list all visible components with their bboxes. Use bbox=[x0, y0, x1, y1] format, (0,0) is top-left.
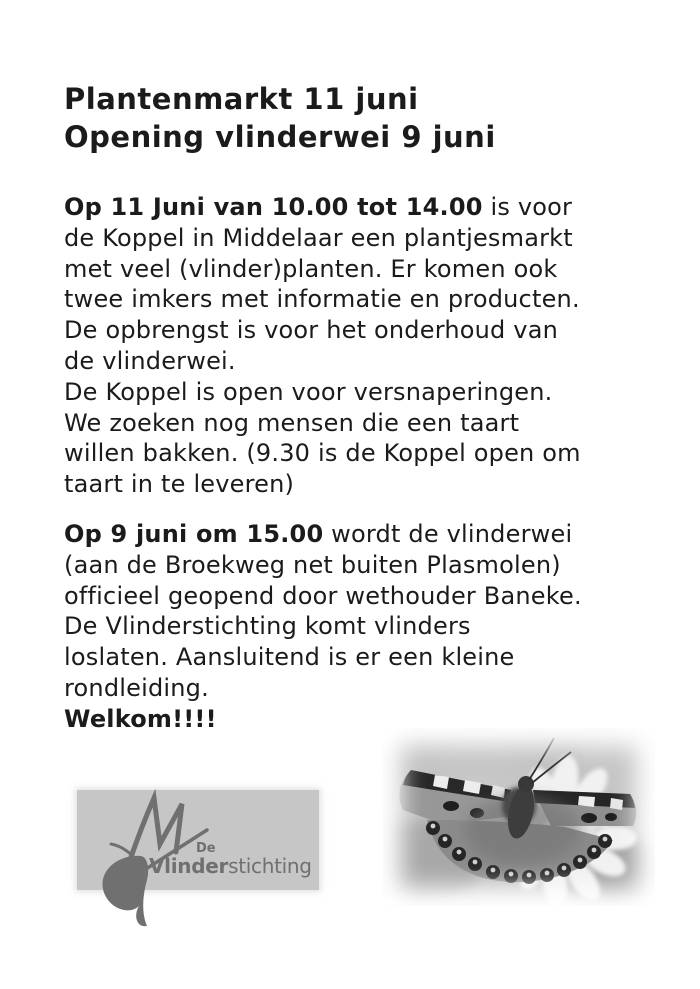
text-line: Welkom!!!! bbox=[64, 704, 217, 733]
title-line-2: Opening vlinderwei 9 juni bbox=[64, 120, 496, 154]
paragraph bbox=[64, 519, 582, 704]
text-line: twee imkers met informatie en producten. bbox=[64, 285, 580, 314]
flyer-title bbox=[64, 80, 496, 156]
paragraph bbox=[64, 192, 582, 377]
text-line: De Vlinderstichting komt vlinders bbox=[64, 612, 471, 641]
body-text bbox=[64, 192, 582, 735]
text-line: De Koppel is open voor versnaperingen. bbox=[64, 377, 553, 406]
text-line: willen bakken. (9.30 is de Koppel open om bbox=[64, 439, 581, 468]
text-line: taart in te leveren) bbox=[64, 470, 295, 499]
text-line: Op 9 juni om 15.00 wordt de vlinderwei bbox=[64, 519, 573, 548]
text-line: rondleiding. bbox=[64, 673, 209, 702]
text-line: (aan de Broekweg net buiten Plasmolen) bbox=[64, 550, 561, 579]
vlinderstichting-logo bbox=[77, 790, 319, 890]
text-line: de Koppel in Middelaar een plantjesmarkt bbox=[64, 223, 573, 252]
logo-name-bold: Vlinder bbox=[149, 854, 229, 878]
logo-name-regular: stichting bbox=[228, 854, 312, 878]
text-line: Op 11 Juni van 10.00 tot 14.00 is voor bbox=[64, 193, 573, 221]
title-line-1: Plantenmarkt 11 juni bbox=[64, 82, 419, 116]
logo-prefix: De bbox=[196, 841, 216, 856]
butterfly-on-flower-image bbox=[383, 728, 655, 906]
logo-text bbox=[149, 842, 312, 878]
text-line: met veel (vlinder)planten. Er komen ook bbox=[64, 254, 558, 283]
text-line: De opbrengst is voor het onderhoud van bbox=[64, 316, 559, 345]
paragraph bbox=[64, 377, 582, 500]
text-line: officieel geopend door wethouder Baneke. bbox=[64, 581, 582, 610]
text-line: We zoeken nog mensen die een taart bbox=[64, 408, 520, 437]
text-line: de vlinderwei. bbox=[64, 346, 236, 375]
butterfly-photo bbox=[383, 728, 655, 906]
text-line: loslaten. Aansluitend is er een kleine bbox=[64, 643, 515, 672]
logo-name bbox=[149, 854, 312, 878]
